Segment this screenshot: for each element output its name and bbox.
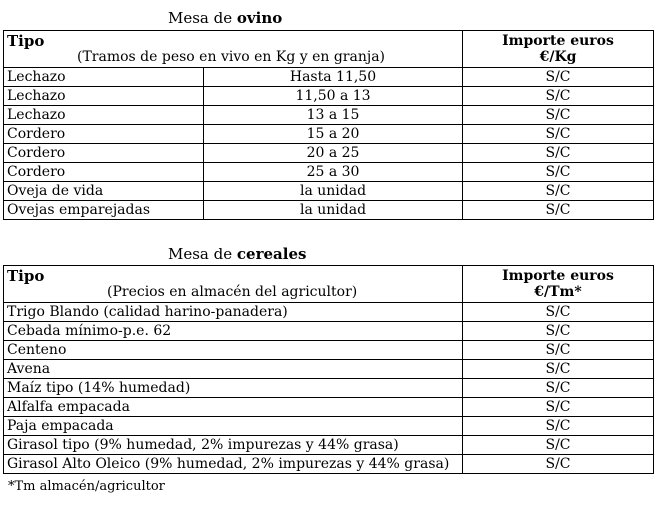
- ovino-title-prefix: Mesa de: [168, 9, 237, 27]
- ovino-tipo-cell: Cordero: [4, 125, 204, 144]
- cereales-title: [168, 246, 306, 263]
- ovino-peso-cell: 11,50 a 13: [204, 87, 463, 106]
- ovino-tipo-cell: Lechazo: [4, 87, 204, 106]
- cereales-header-importe-line1: Importe euros: [502, 268, 614, 284]
- table-row: [4, 125, 654, 144]
- cereales-precio-cell: S/C: [463, 360, 654, 379]
- ovino-title: [168, 10, 282, 27]
- ovino-header-importe-line1: Importe euros: [502, 33, 614, 49]
- table-row: [4, 303, 654, 322]
- ovino-precio-cell: S/C: [463, 201, 654, 220]
- cereales-header-importe-line2: €/Tm*: [534, 284, 582, 300]
- table-row: [4, 436, 654, 455]
- table-row: [4, 417, 654, 436]
- ovino-body: [4, 68, 654, 220]
- table-row: [4, 341, 654, 360]
- table-row: [4, 201, 654, 220]
- ovino-peso-cell: Hasta 11,50: [204, 68, 463, 87]
- table-row: [4, 182, 654, 201]
- ovino-precio-cell: S/C: [463, 68, 654, 87]
- table-row: [4, 87, 654, 106]
- ovino-header-tipo: Tipo: [7, 32, 45, 50]
- ovino-tipo-cell: Cordero: [4, 163, 204, 182]
- ovino-title-bold: ovino: [236, 9, 283, 27]
- cereales-header-subtitle: (Precios en almacén del agricultor): [107, 284, 358, 300]
- ovino-tipo-cell: Lechazo: [4, 68, 204, 87]
- table-row: [4, 163, 654, 182]
- ovino-peso-cell: la unidad: [204, 201, 463, 220]
- cereales-tipo-cell: Girasol tipo (9% humedad, 2% impurezas y 44% grasa): [4, 436, 463, 455]
- table-row: [4, 360, 654, 379]
- cereales-precio-cell: S/C: [463, 398, 654, 417]
- cereales-title-bold: cereales: [236, 245, 307, 263]
- cereales-precio-cell: S/C: [463, 303, 654, 322]
- cereales-precio-cell: S/C: [463, 322, 654, 341]
- ovino-precio-cell: S/C: [463, 125, 654, 144]
- cereales-precio-cell: S/C: [463, 455, 654, 474]
- cereales-precio-cell: S/C: [463, 417, 654, 436]
- ovino-tipo-cell: Oveja de vida: [4, 182, 204, 201]
- cereales-header-tipo: Tipo: [7, 267, 45, 285]
- ovino-peso-cell: 20 a 25: [204, 144, 463, 163]
- ovino-tipo-cell: Lechazo: [4, 106, 204, 125]
- cereales-precio-cell: S/C: [463, 341, 654, 360]
- cereales-tipo-cell: Trigo Blando (calidad harino-panadera): [4, 303, 463, 322]
- ovino-header-importe-cell: [463, 31, 654, 68]
- ovino-peso-cell: 25 a 30: [204, 163, 463, 182]
- cereales-title-prefix: Mesa de: [168, 245, 237, 263]
- ovino-peso-cell: 13 a 15: [204, 106, 463, 125]
- ovino-header-importe-line2: €/Kg: [539, 49, 577, 65]
- table-row: [4, 455, 654, 474]
- ovino-tipo-cell: Cordero: [4, 144, 204, 163]
- cereales-precio-cell: S/C: [463, 436, 654, 455]
- table-row: [4, 398, 654, 417]
- ovino-precio-cell: S/C: [463, 87, 654, 106]
- table-row: [4, 106, 654, 125]
- ovino-precio-cell: S/C: [463, 182, 654, 201]
- cereales-header-row: [4, 266, 654, 303]
- cereales-footnote: *Tm almacén/agricultor: [8, 479, 165, 494]
- cereales-tipo-cell: Alfalfa empacada: [4, 398, 463, 417]
- cereales-tipo-cell: Avena: [4, 360, 463, 379]
- ovino-precio-cell: S/C: [463, 106, 654, 125]
- ovino-precio-cell: S/C: [463, 144, 654, 163]
- cereales-tipo-cell: Paja empacada: [4, 417, 463, 436]
- cereales-header-importe-cell: [463, 266, 654, 303]
- ovino-header-subtitle: (Tramos de peso en vivo en Kg y en granja): [77, 49, 386, 65]
- table-row: [4, 68, 654, 87]
- cereales-header-tipo-cell: [4, 266, 463, 303]
- cereales-tipo-cell: Girasol Alto Oleico (9% humedad, 2% impurezas y 44% grasa): [4, 455, 463, 474]
- table-row: [4, 322, 654, 341]
- ovino-table: [3, 30, 654, 220]
- cereales-body: [4, 303, 654, 474]
- ovino-peso-cell: la unidad: [204, 182, 463, 201]
- cereales-tipo-cell: Maíz tipo (14% humedad): [4, 379, 463, 398]
- cereales-precio-cell: S/C: [463, 379, 654, 398]
- ovino-header-row: [4, 31, 654, 68]
- table-row: [4, 379, 654, 398]
- cereales-table: [3, 265, 654, 474]
- cereales-tipo-cell: Cebada mínimo-p.e. 62: [4, 322, 463, 341]
- ovino-tipo-cell: Ovejas emparejadas: [4, 201, 204, 220]
- table-row: [4, 144, 654, 163]
- ovino-peso-cell: 15 a 20: [204, 125, 463, 144]
- cereales-tipo-cell: Centeno: [4, 341, 463, 360]
- ovino-header-tipo-cell: [4, 31, 463, 68]
- ovino-precio-cell: S/C: [463, 163, 654, 182]
